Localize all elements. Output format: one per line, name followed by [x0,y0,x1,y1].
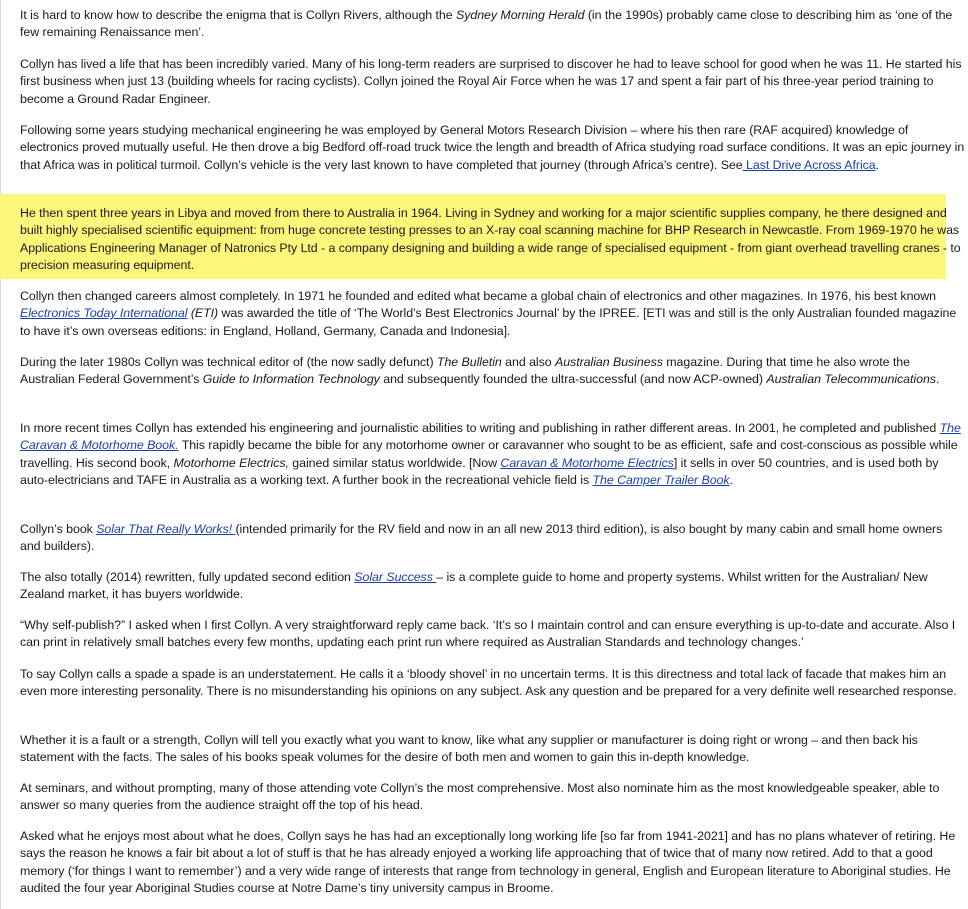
paragraph-africa [20,122,965,174]
text: In more recent times Collyn has extended his engineering and journalistic abilities to writing and publishing in rather different areas. In 2001, he completed and published [20,421,940,435]
text: . [729,473,733,488]
paragraph-seminars: At seminars, and without prompting, many of those attending vote Collyn’s the most comprehensive. Most also nominate him as the most knowledgeable speaker, able to answer so many queries from the audience straight off the top of his head. [20,781,940,813]
publication-name: The Bulletin [436,355,502,369]
solar-success-link[interactable]: Solar Success [354,570,437,584]
text: gained similar status worldwide. [Now [288,455,501,470]
text: ] it sells in over 50 countries, and is used both by auto-electricians and TAFE in Australia as a working text. A further book in the recreational vehicle field is [20,455,939,488]
text: Collyn then changed careers almost completely. In 1971 he founded and edited what became a global chain of electronics and other magazines. In 1976, his best known [20,289,936,303]
paragraph-intro [20,7,965,42]
text: (intended primarily for the RV field and now in an all new 2013 third edition), is also bought by many cabin and small home owners and builders). [20,522,943,554]
paragraph-libya-australia-highlighted: He then spent three years in Libya and moved from there to Australia in 1964. Living in Sydney and working for a major scientific supplies company, he there designed and built highly specialised scientific equipment: from huge concrete testing presses to an X-ray coal scanning machine for BHP Research in Newcastle. From 1969-1970 he was Applications Engineering Manager of Natronics Pty Ltd - a company designing and building a wide range of specialised equipment - from giant overhead travelling cranes - to precision measuring equipment. [20,206,961,273]
text: – is a complete guide to home and property systems. Whilst written for the Australian/ New Zealand market, it has buyers worldwide. [20,570,928,602]
text: (in the 1990s) probably came close to describing him as ‘one of the few remaining Renaissance men’. [20,8,953,40]
text: Following some years studying mechanical engineering he was employed by General Motors Research Division – where his then rare (RAF acquired) knowledge of electronics proved mutually useful. He then drove a big Bedford off-road truck twice the length and breadth of Africa studying road surface conditions. It was an epic journey in that Africa was in political turmoil. Collyn’s vehicle is the very last known to have completed that journey (through Africa’s centre). See [20,123,965,172]
paragraph-books [20,420,965,490]
newspaper-name: Sydney Morning Herald [456,8,585,22]
paragraph-fault-strength: Whether it is a fault or a strength, Collyn will tell you exactly what you want to know, like what any supplier or manufacturer is doing right or wrong – and then back his statement with the facts. The sales of his books speak volumes for the desire of both men and women to gain this in-depth knowledge. [20,733,918,765]
text: was awarded the title of ‘The World’s Best Electronics Journal’ by the IPREE. [ETI was and still is the only Australian founded magazine to have it’s own overseas editions: in England, Holland, Germany, Canada and Indonesia]. [20,306,957,338]
solar-that-really-works-link[interactable]: Solar That Really Works! [96,522,236,536]
paragraph-spade: To say Collyn calls a spade a spade is an understatement. He calls it a ‘bloody shovel’ in no uncertain terms. It is this directness and total lack of facade that makes him an even more interesting personality. There is no misunderstanding his opinions on any subject. Ask any question and be prepared for a very definite well researched response. [20,667,957,699]
publication-name: Australian Telecommunications [766,372,936,387]
publication-name: Australian Business [555,355,663,369]
caravan-motorhome-electrics-link[interactable]: Caravan & Motorhome Electrics [500,455,674,470]
text: and also [501,355,555,369]
publication-name: Guide to Information Technology [202,372,380,387]
last-drive-across-africa-link[interactable]: Last Drive Across Africa [742,157,876,172]
text: It is hard to know how to describe the enigma that is Collyn Rivers, although the [20,8,456,22]
text: . [935,372,940,387]
paragraph-enjoys: Asked what he enjoys most about what he does, Collyn says he has had an exceptionally long working life [so far from 1941-2021] and has no plans whatever of retiring. He says the reason he knows a fair bit about a lot of stuff is that he has already enjoyed a working life approaching that of twice that of many now retired. Add to that a good memory (‘for things I want to remember’) and a very wide range of interests that range from technology in general, English and European literature to Aboriginal studies. He audited the four year Aboriginal Studies course at Notre Dame’s tiny university campus in Broome. [20,829,956,896]
text: . [875,157,880,172]
paragraph-early-life: Collyn has lived a life that has been incredibly varied. Many of his long-term readers are surprised to discover he had to leave school for good when he was 11. He started his first business when just 13 (building wheels for racing cyclists). Collyn joined the Royal Air Force when he was 17 and spent a fair part of his three-year period training to become a Ground Radar Engineer. [20,57,962,106]
text: This rapidly became the bible for any motorhome owner or caravanner who sought to be as efficient, safe and cost-conscious as possible while travelling. His second book, [20,438,958,470]
paragraph-bulletin [20,354,965,389]
electronics-today-international-link[interactable]: Electronics Today International [20,306,188,321]
caravan-motorhome-book-link[interactable]: The Caravan & Motorhome Book. [20,421,961,453]
camper-trailer-book-link[interactable]: The Camper Trailer Book [592,473,730,488]
paragraph-self-publish: “Why self-publish?” I asked when I first Collyn. A very straightforward reply came back. ‘It’s so I maintain control and can ensure everything is up-to-date and accurate. Also I can print in relatively small batches every few months, updating each print run where required as Australian Standards and technology changes.’ [20,618,956,650]
text: and subsequently founded the ultra-successful (and now ACP-owned) [379,372,767,387]
paragraph-solar-book [20,521,965,556]
eti-abbrev: (ETI) [187,306,219,321]
text: During the later 1980s Collyn was technical editor of (the now sadly defunct) [20,355,437,369]
book-title: Motorhome Electrics, [173,455,289,470]
text: The also totally (2014) rewritten, fully updated second edition [20,570,355,584]
paragraph-solar-success [20,569,965,604]
paragraph-magazines [20,288,965,340]
text: Collyn’s book [20,522,97,536]
text: magazine. During that time he also wrote the Australian Federal Government’s [20,355,910,387]
